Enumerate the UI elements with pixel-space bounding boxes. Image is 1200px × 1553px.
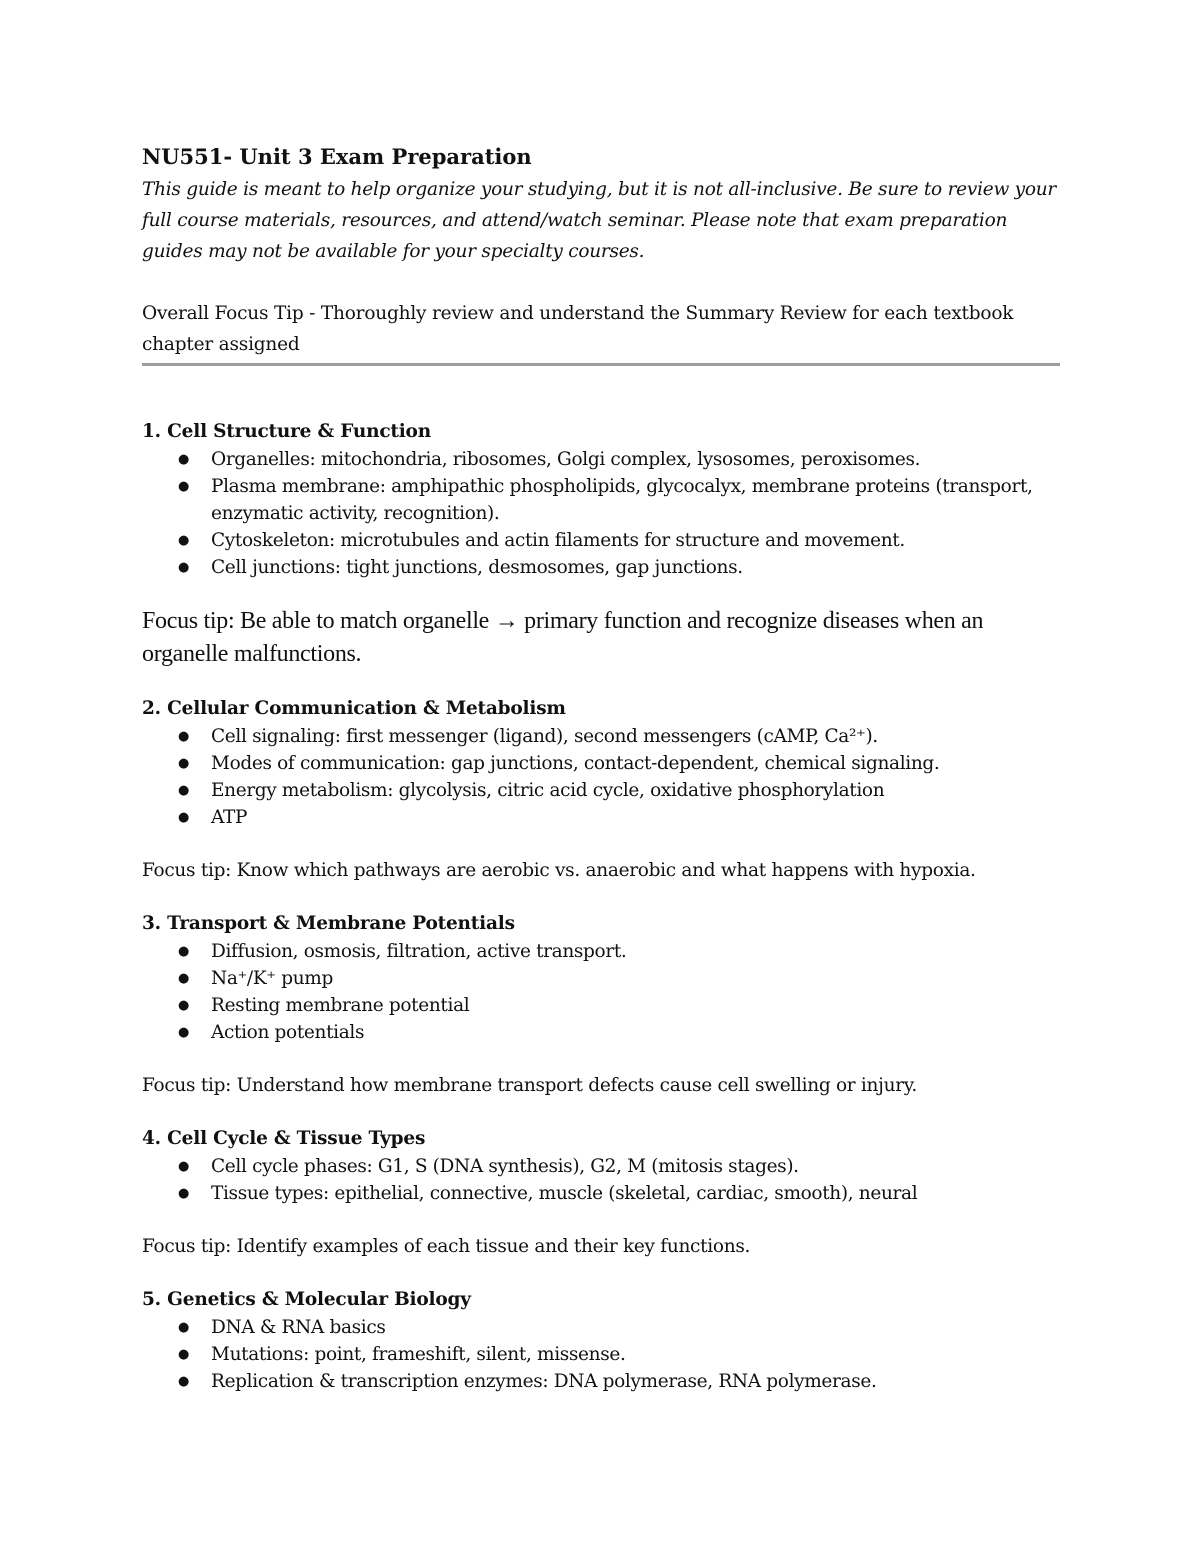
bullet-icon: ● xyxy=(178,971,189,986)
bullet-icon: ● xyxy=(178,783,189,798)
bullet-list xyxy=(142,938,1060,1046)
section-heading: 1. Cell Structure & Function xyxy=(142,421,431,442)
bullet-icon: ● xyxy=(178,1186,189,1201)
list-item xyxy=(142,992,1060,1019)
focus-tip: Focus tip: Identify examples of each tissue and their key functions. xyxy=(142,1236,751,1257)
list-item-text: Mutations: point, frameshift, silent, missense. xyxy=(211,1344,626,1365)
bullet-icon: ● xyxy=(178,1159,189,1174)
section-cell-cycle xyxy=(142,1125,1060,1262)
bullet-icon: ● xyxy=(178,1374,189,1389)
intro-paragraph: This guide is meant to help organize your studying, but it is not all-inclusive. Be sure to review your full course materials, resources, and attend/watch seminar. Please note that exam preparation guides may not be available for your specialty courses. xyxy=(142,179,1057,262)
list-item xyxy=(142,1019,1060,1046)
bullet-icon: ● xyxy=(178,810,189,825)
list-item xyxy=(142,527,1060,554)
list-item xyxy=(142,1341,1060,1368)
section-heading: 4. Cell Cycle & Tissue Types xyxy=(142,1128,426,1149)
list-item-text: Modes of communication: gap junctions, contact-dependent, chemical signaling. xyxy=(211,753,940,774)
page-title: NU551- Unit 3 Exam Preparation xyxy=(142,144,532,169)
bullet-icon: ● xyxy=(178,452,189,467)
list-item xyxy=(142,446,1060,473)
bullet-icon: ● xyxy=(178,944,189,959)
bullet-icon: ● xyxy=(178,1025,189,1040)
list-item-text: Plasma membrane: amphipathic phospholipids, glycocalyx, membrane proteins (transport, enzymatic activity, recognition). xyxy=(211,476,1033,524)
list-item xyxy=(142,750,1060,777)
list-item xyxy=(142,1180,1060,1207)
list-item xyxy=(142,965,1060,992)
section-heading: 2. Cellular Communication & Metabolism xyxy=(142,698,566,719)
list-item xyxy=(142,473,1060,527)
list-item-text: Action potentials xyxy=(211,1022,365,1043)
list-item-text: Cell cycle phases: G1, S (DNA synthesis), G2, M (mitosis stages). xyxy=(211,1156,799,1177)
bullet-icon: ● xyxy=(178,560,189,575)
horizontal-divider xyxy=(142,363,1060,366)
list-item-text: Resting membrane potential xyxy=(211,995,470,1016)
bullet-icon: ● xyxy=(178,756,189,771)
bullet-list xyxy=(142,1314,1060,1395)
bullet-icon: ● xyxy=(178,1347,189,1362)
list-item-text: Cytoskeleton: microtubules and actin filaments for structure and movement. xyxy=(211,530,905,551)
list-item-text: Na⁺/K⁺ pump xyxy=(211,968,333,989)
section-transport xyxy=(142,910,1060,1101)
list-item xyxy=(142,1368,1060,1395)
bullet-list xyxy=(142,723,1060,831)
list-item-text: Energy metabolism: glycolysis, citric acid cycle, oxidative phosphorylation xyxy=(211,780,885,801)
list-item-text: Cell signaling: first messenger (ligand), second messengers (cAMP, Ca²⁺). xyxy=(211,726,878,747)
document-page xyxy=(142,140,1060,1395)
section-heading: 5. Genetics & Molecular Biology xyxy=(142,1289,471,1310)
list-item-text: ATP xyxy=(211,807,248,828)
list-item-text: Organelles: mitochondria, ribosomes, Golgi complex, lysosomes, peroxisomes. xyxy=(211,449,921,470)
overall-focus-tip: Overall Focus Tip - Thoroughly review and understand the Summary Review for each textbook chapter assigned xyxy=(142,303,1014,355)
list-item-text: Replication & transcription enzymes: DNA polymerase, RNA polymerase. xyxy=(211,1371,877,1392)
list-item xyxy=(142,1314,1060,1341)
bullet-list xyxy=(142,446,1060,581)
list-item xyxy=(142,938,1060,965)
section-cell-structure xyxy=(142,418,1060,671)
list-item-text: Diffusion, osmosis, filtration, active transport. xyxy=(211,941,627,962)
section-cellular-communication xyxy=(142,695,1060,886)
bullet-icon: ● xyxy=(178,1320,189,1335)
list-item xyxy=(142,1153,1060,1180)
bullet-list xyxy=(142,1153,1060,1207)
bullet-icon: ● xyxy=(178,998,189,1013)
section-heading: 3. Transport & Membrane Potentials xyxy=(142,913,515,934)
bullet-icon: ● xyxy=(178,729,189,744)
list-item xyxy=(142,554,1060,581)
list-item-text: DNA & RNA basics xyxy=(211,1317,386,1338)
bullet-icon: ● xyxy=(178,533,189,548)
list-item-text: Cell junctions: tight junctions, desmosomes, gap junctions. xyxy=(211,557,743,578)
list-item xyxy=(142,804,1060,831)
list-item xyxy=(142,777,1060,804)
focus-tip: Focus tip: Know which pathways are aerobic vs. anaerobic and what happens with hypoxia. xyxy=(142,860,976,881)
list-item-text: Tissue types: epithelial, connective, muscle (skeletal, cardiac, smooth), neural xyxy=(211,1183,918,1204)
list-item xyxy=(142,723,1060,750)
bullet-icon: ● xyxy=(178,479,189,494)
section-genetics xyxy=(142,1286,1060,1395)
focus-tip: Focus tip: Understand how membrane transport defects cause cell swelling or injury. xyxy=(142,1075,918,1096)
focus-tip: Focus tip: Be able to match organelle → primary function and recognize diseases when an organelle malfunctions. xyxy=(142,608,984,667)
